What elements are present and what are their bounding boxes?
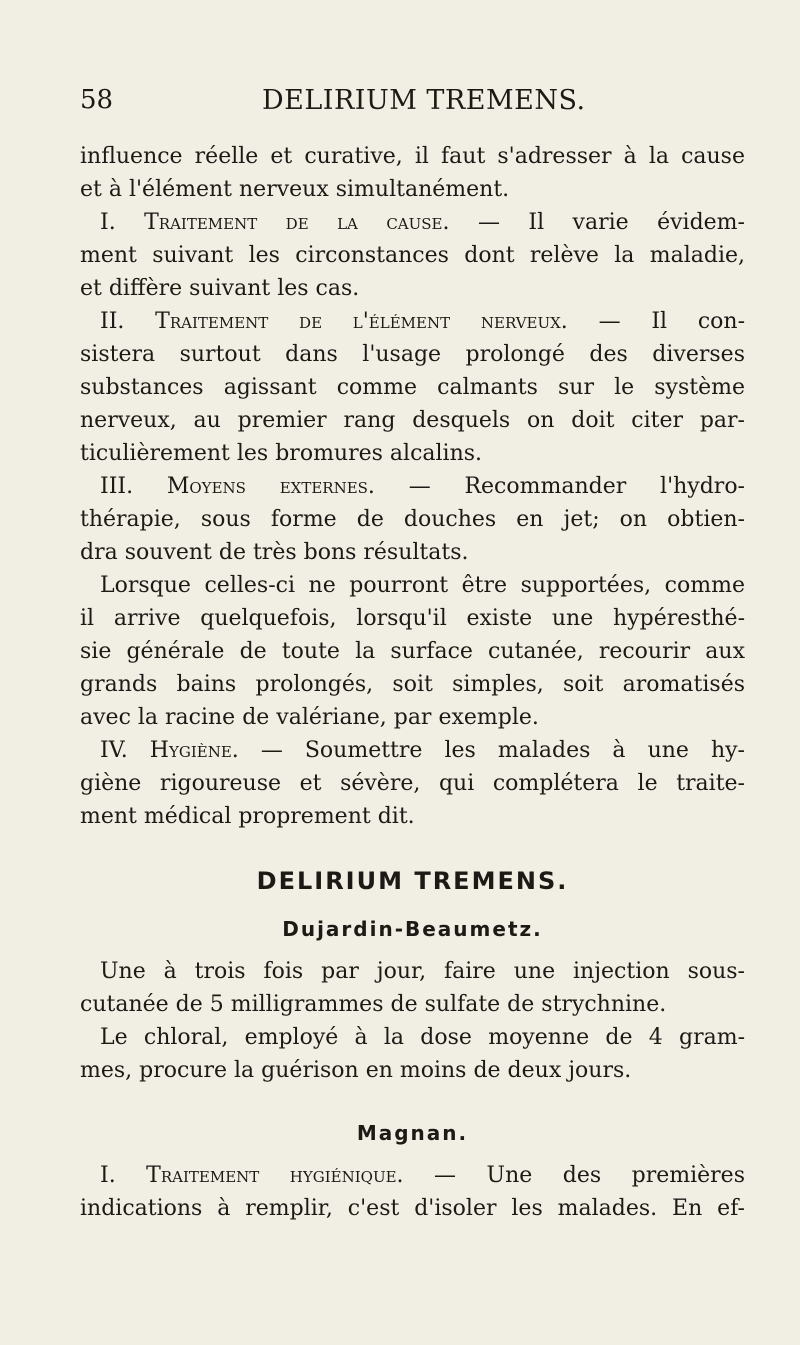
page-header (0, 85, 800, 125)
section-5-lead: I. Traitement hygiénique. — Une des premières (100, 1163, 745, 1188)
text-line: cutanée de 5 milligrammes de sulfate de strychnine. (80, 992, 667, 1017)
section-4-lead: IV. Hygiène. — Soumettre les malades à une hy- (100, 738, 745, 763)
text-line: avec la racine de valériane, par exemple. (80, 705, 539, 730)
page-body (80, 140, 745, 1225)
section-2-lead: II. Traitement de l'élément nerveux. — Il con- (100, 309, 746, 334)
text-line: il arrive quelquefois, lorsqu'il existe une hypéresthé- (80, 606, 745, 631)
chapter-heading: DELIRIUM TREMENS. (256, 867, 569, 895)
text-line: giène rigoureuse et sévère, qui complétera le traite- (80, 771, 745, 796)
running-title: DELIRIUM TREMENS. (262, 85, 586, 116)
text-line: dra souvent de très bons résultats. (80, 540, 469, 565)
section-title: Traitement de la cause. (144, 210, 450, 235)
section-title: Hygiène. (149, 738, 239, 763)
text-line: sistera surtout dans l'usage prolongé des diverses (80, 342, 745, 367)
section-title: Traitement de l'élément nerveux. (155, 309, 568, 334)
text-line: sie générale de toute la surface cutanée, recourir aux (80, 639, 745, 664)
section-title: Moyens externes. (166, 474, 375, 499)
text-line: indications à remplir, c'est d'isoler les malades. En ef- (80, 1196, 745, 1221)
text-line: substances agissant comme calmants sur le système (80, 375, 745, 400)
text-line: influence réelle et curative, il faut s'adresser à la cause (80, 144, 745, 169)
section-1-lead: I. Traitement de la cause. — Il varie évidem- (100, 210, 745, 235)
author-name: Dujardin-Beaumetz. (282, 917, 543, 941)
text-line: ticulièrement les bromures alcalins. (80, 441, 483, 466)
text-line: Le chloral, employé à la dose moyenne de 4 gram- (100, 1025, 745, 1050)
section-3-lead: III. Moyens externes. — Recommander l'hydro- (100, 474, 745, 499)
text-line: ment suivant les circonstances dont relève la maladie, (80, 243, 745, 268)
text-line: thérapie, sous forme de douches en jet; on obtien- (80, 507, 745, 532)
text-line: ment médical proprement dit. (80, 804, 415, 829)
page-number: 58 (80, 85, 114, 115)
text-line: Une à trois fois par jour, faire une injection sous- (100, 959, 745, 984)
text-line: et diffère suivant les cas. (80, 276, 360, 301)
text-line: Lorsque celles-ci ne pourront être supportées, comme (100, 573, 745, 598)
text-line: mes, procure la guérison en moins de deux jours. (80, 1058, 632, 1083)
section-title: Traitement hygiénique. (146, 1163, 404, 1188)
text-line: nerveux, au premier rang desquels on doit citer par- (80, 408, 745, 433)
text-line: et à l'élément nerveux simultanément. (80, 177, 510, 202)
text-line: grands bains prolongés, soit simples, soit aromatisés (80, 672, 745, 697)
author-name: Magnan. (356, 1121, 469, 1145)
